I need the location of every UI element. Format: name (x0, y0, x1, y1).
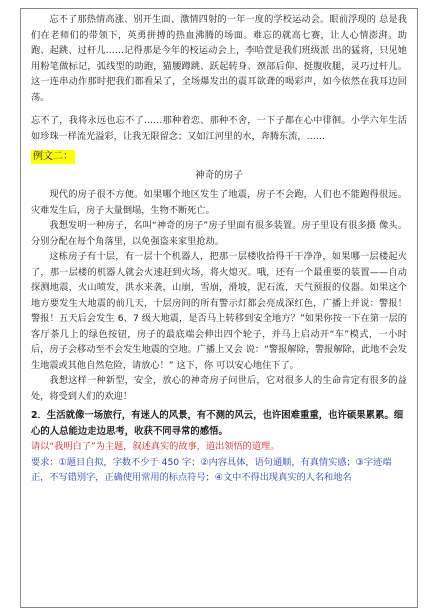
document-page (20, 8, 418, 608)
essay-paragraph: 这栋房子有十层，有一层十个机器人，把那一层楼收拾得干干净净，如果哪一层楼起火了，那一层楼的机器人就会火速赶到火场，将火熄灭。哦，还有一个最重要的装置——自动探测地震，火山喷发，洪水来袭，山崩，雪崩，滑坡，泥石流，天气预报的仪器。如果这个地方要发生大地震的前几天，十层房间的所有警示灯都会亮成深红色，广播上并说：警报！警报！五天后会发生 6、7 级大地震，是否马上转移到安全地方？”如果你按一下在第一层的客厅茶几上的绿色按钮，房子的最底端会伸出四个轮子，并马上启动开“车”模式，一小时后，房子会移动至不会发生地震的空地。广播上又会 说：“警报解除，警报解除，此地不会发生地震或其他自然危险，请放心！” 这下，你 可以安心地住下了。 (31, 251, 407, 371)
writing-requirements: 要求：①题目自拟，字数不少于 450 字；②内容具体，语句通顺，有真情实感；③字迹端正，不写错别字，正确使用常用的标点符号；④文中不得出现真实的人名和地名 (31, 456, 392, 483)
essay-paragraph: 现代的房子很不方便。如果哪个地区发生了地震，房子不会跑，人们也不能跑得很远。灾难发生后，房子大量倒塌，生物不断死亡。 (31, 189, 407, 216)
essay-paragraph: 我想这样一种新型，安全，放心的神奇房子问世后，它对很多人的生命肯定有很多的益处，将受到人们的欢迎！ (31, 375, 407, 402)
paragraph-farewell: 忘不了，我将永远也忘不了……那种着恋、那种不舍，一下子都在心中徘徊。小学六年生活如珍珠一样流光溢彩，让我无限留念；又如江河里的水，奔腾东流，…… (31, 115, 407, 142)
writing-prompt: 2．生活就像一场旅行，有迷人的风景，有不测的风云，也许困难重重，也许硕果累累。细心的人总能边走边思考，收获不同寻常的感悟。 (31, 410, 404, 437)
writing-topic: 请以“我明白了”为主题，叙述真实的故事，道出领悟的道理。 (31, 441, 280, 452)
paragraph-sports-meet: 忘不了那热情高涨、别开生面、激情四射的一年一度的学校运动会。眼前浮现的 总是我们在老师们的带领下，英勇拼搏的热血沸腾的场面。难忘的就高七赛，让人心情澎湃。助跑、起跳、过杆儿……记得那是今年的校运动会上，李哈萱是我们班级派 出的猛将，只见她用粉笔做标记，弧线型的助跑，猫腰蹲跳、跃起转身、颈部后仰、挺腹收腿，灵巧过杆儿。这一连串动作那时把我们都看呆了，全场爆发出的震耳欲聋的喝彩声，如今依然在我耳边回荡。 (31, 14, 407, 103)
example-label: 例文二： (33, 151, 73, 162)
essay-paragraph: 我想发明一种房子，名叫“神奇的房子”房子里面有很多装置。房子里设有很多摄 像头。分别分配在每个角落里，以免强盗来家里抢劫。 (31, 220, 407, 247)
essay-title: 神奇的房子 (195, 170, 243, 181)
